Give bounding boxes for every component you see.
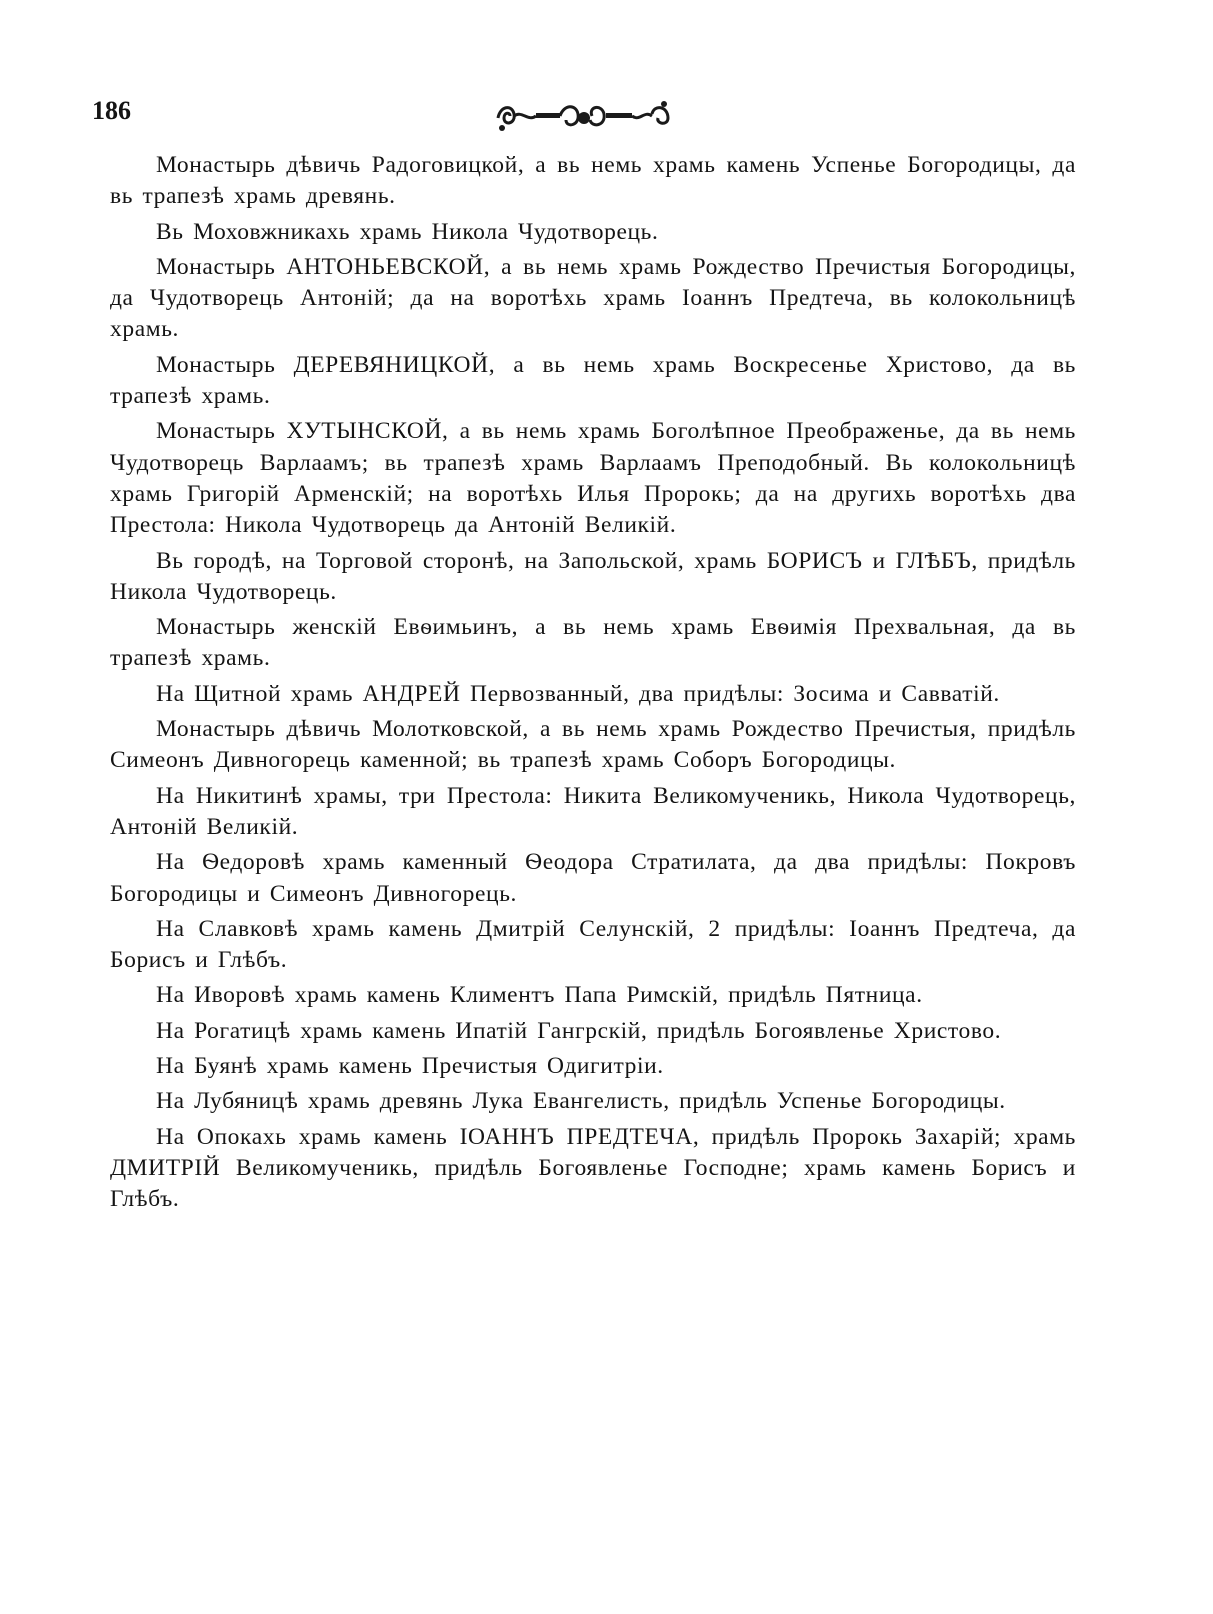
entry-lubyanitsa: На Лубяницѣ храмь древянь Лука Евангелисть, придѣль Успенье Богородицы. [156, 1088, 1006, 1115]
entry-shchitnaya: На Щитной храмь АНДРЕЙ Первозванный, два придѣлы: Зосима и Савватій. [156, 680, 1000, 707]
ornament-icon [492, 94, 674, 138]
entry-rogatitsa: На Рогатицѣ храмь камень Ипатій Гангрскій, придѣль Богоявленье Христово. [156, 1017, 1002, 1044]
page-number: 186 [92, 96, 131, 125]
entry-antonievsky-monastery: Монастырь АНТОНЬЕВСКОЙ, а вь немь храмь Рождество Пречистыя Богородицы, да Чудотворець Антоній; да на воротѣхь храмь Іоаннъ Предтеча, вь колокольницѣ храмь. [110, 253, 1076, 343]
entry-mokhovzhniki: Вь Моховжникахь храмь Никола Чудотворець. [156, 218, 659, 245]
entry-evfimiev-monastery: Монастырь женскій Евѳимьинъ, а вь немь храмь Евѳимія Прехвальная, да вь трапезѣ храмь. [110, 614, 1076, 672]
entry-ivorov: На Иворовѣ храмь камень Климентъ Папа Римскій, придѣль Пятница. [156, 982, 923, 1009]
entry-fedorov: На Ѳедоровѣ храмь каменный Ѳеодора Стратилата, да два придѣлы: Покровъ Богородицы и Симеонъ Дивногорець. [110, 849, 1076, 907]
entry-opoki: На Опокахь храмь камень ІОАННЪ ПРЕДТЕЧА, придѣль Пророкь Захарій; храмь ДМИТРІЙ Великомученикь, придѣль Богоявленье Господне; храмь камень Борисъ и Глѣбъ. [110, 1123, 1076, 1213]
entry-slavkov: На Славковѣ храмь камень Дмитрій Селунскій, 2 придѣлы: Іоаннъ Предтеча, да Борисъ и Глѣбъ. [110, 915, 1076, 974]
entry-buyan: На Буянѣ храмь камень Пречистыя Одигитріи. [156, 1053, 664, 1080]
entry-molotkovsky-monastery: Монастырь дѣвичь Молотковской, а вь немь храмь Рождество Пречистыя, придѣль Симеонъ Дивногорець каменной; вь трапезѣ храмь Соборъ Богородицы. [110, 716, 1076, 774]
entry-derevyanitsky-monastery: Монастырь ДЕРЕВЯНИЦКОЙ, а вь немь храмь Воскресенье Христово, да вь трапезѣ храмь. [110, 351, 1076, 410]
entry-radogovitsky-monastery: Монастырь дѣвичь Радоговицкой, а вь немь храмь камень Успенье Богородицы, да вь трапезѣ храмь древянь. [110, 152, 1076, 210]
main-text [110, 150, 1076, 1220]
entry-khutynsky-monastery: Монастырь ХУТЫНСКОЙ, а вь немь храмь Боголѣпное Преображенье, да вь немь Чудотворець Варлаамъ; вь трапезѣ храмь Варлаамъ Преподобный. Вь колокольницѣ храмь Григорій Арменскій; на воротѣхь Илья Пророкь; да на другихь воротѣхь два Престола: Никола Чудотворець да Антоній Великій. [110, 418, 1076, 539]
entry-nikitina: На Никитинѣ храмы, три Престола: Никита Великомученикь, Никола Чудотворець, Антоній Великій. [110, 782, 1076, 840]
entry-torgovaya-side: Вь городѣ, на Торговой сторонѣ, на Запольской, храмь БОРИСЪ и ГЛѢБЪ, придѣль Никола Чудотворець. [110, 547, 1076, 605]
